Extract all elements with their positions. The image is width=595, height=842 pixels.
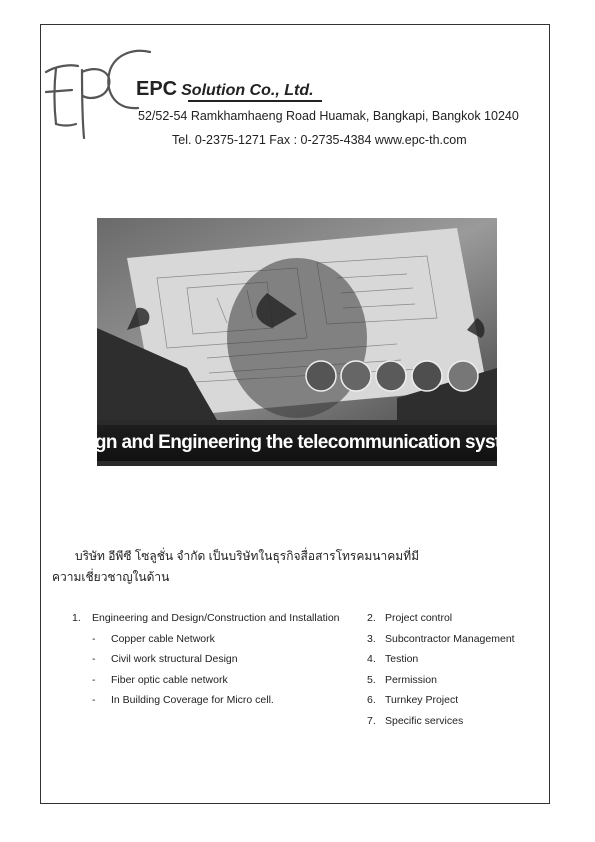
list-label: Specific services	[385, 714, 464, 727]
company-address: 52/52-54 Ramkhamhaeng Road Huamak, Bangkapi, Bangkok 10240	[138, 109, 519, 123]
list-label: Civil work structural Design	[111, 653, 238, 665]
banner-caption-strip	[57, 425, 537, 461]
list-label: Permission	[385, 673, 437, 686]
company-name	[136, 78, 314, 101]
list-label: Testion	[385, 653, 419, 665]
list-item	[367, 629, 515, 650]
list-number: 2.	[367, 612, 376, 624]
list-number: 6.	[367, 694, 376, 706]
sub-list-item	[72, 690, 340, 711]
list-item	[367, 711, 515, 732]
list-dash: -	[92, 632, 96, 645]
list-item	[367, 690, 515, 711]
list-dash: -	[92, 673, 96, 686]
list-number: 7.	[367, 714, 376, 727]
sub-list-item	[72, 629, 340, 650]
company-name-rest: Solution Co., Ltd.	[181, 82, 314, 99]
list-number: 1.	[72, 612, 81, 624]
services-right-list	[367, 608, 515, 731]
list-label: Turnkey Project	[385, 694, 459, 706]
list-label: Engineering and Design/Construction and Installation	[92, 612, 340, 624]
services-left-list	[72, 608, 340, 711]
list-item	[367, 649, 515, 670]
intro-line-2: ความเชี่ยวชาญในด้าน	[52, 570, 170, 584]
list-number: 5.	[367, 673, 376, 686]
list-label: Copper cable Network	[111, 632, 215, 645]
company-name-main: EPC	[136, 78, 178, 100]
sub-list-item	[72, 649, 340, 670]
list-label: In Building Coverage for Micro cell.	[111, 694, 274, 706]
list-item	[367, 608, 515, 629]
company-contact: Tel. 0-2375-1271 Fax : 0-2735-4384 www.epc-th.com	[172, 133, 467, 147]
blueprint-photo	[97, 218, 497, 420]
banner-image	[57, 218, 537, 466]
list-dash: -	[92, 694, 96, 706]
sub-list-item	[72, 670, 340, 691]
list-label: Project control	[385, 612, 453, 624]
intro-line-1: บริษัท อีพีซี โซลูชั่น จำกัด เป็นบริษัทในธุรกิจสื่อสารโทรคมนาคมที่มี	[75, 549, 420, 563]
list-number: 4.	[367, 653, 376, 665]
list-dash: -	[92, 653, 96, 665]
company-name-underline	[188, 100, 322, 102]
list-number: 3.	[367, 632, 376, 645]
banner-caption: Design and Engineering the telecommunication systems	[57, 432, 537, 453]
list-label: Fiber optic cable network	[111, 673, 228, 686]
list-item	[72, 608, 340, 629]
list-item	[367, 670, 515, 691]
list-label: Subcontractor Management	[385, 632, 515, 645]
